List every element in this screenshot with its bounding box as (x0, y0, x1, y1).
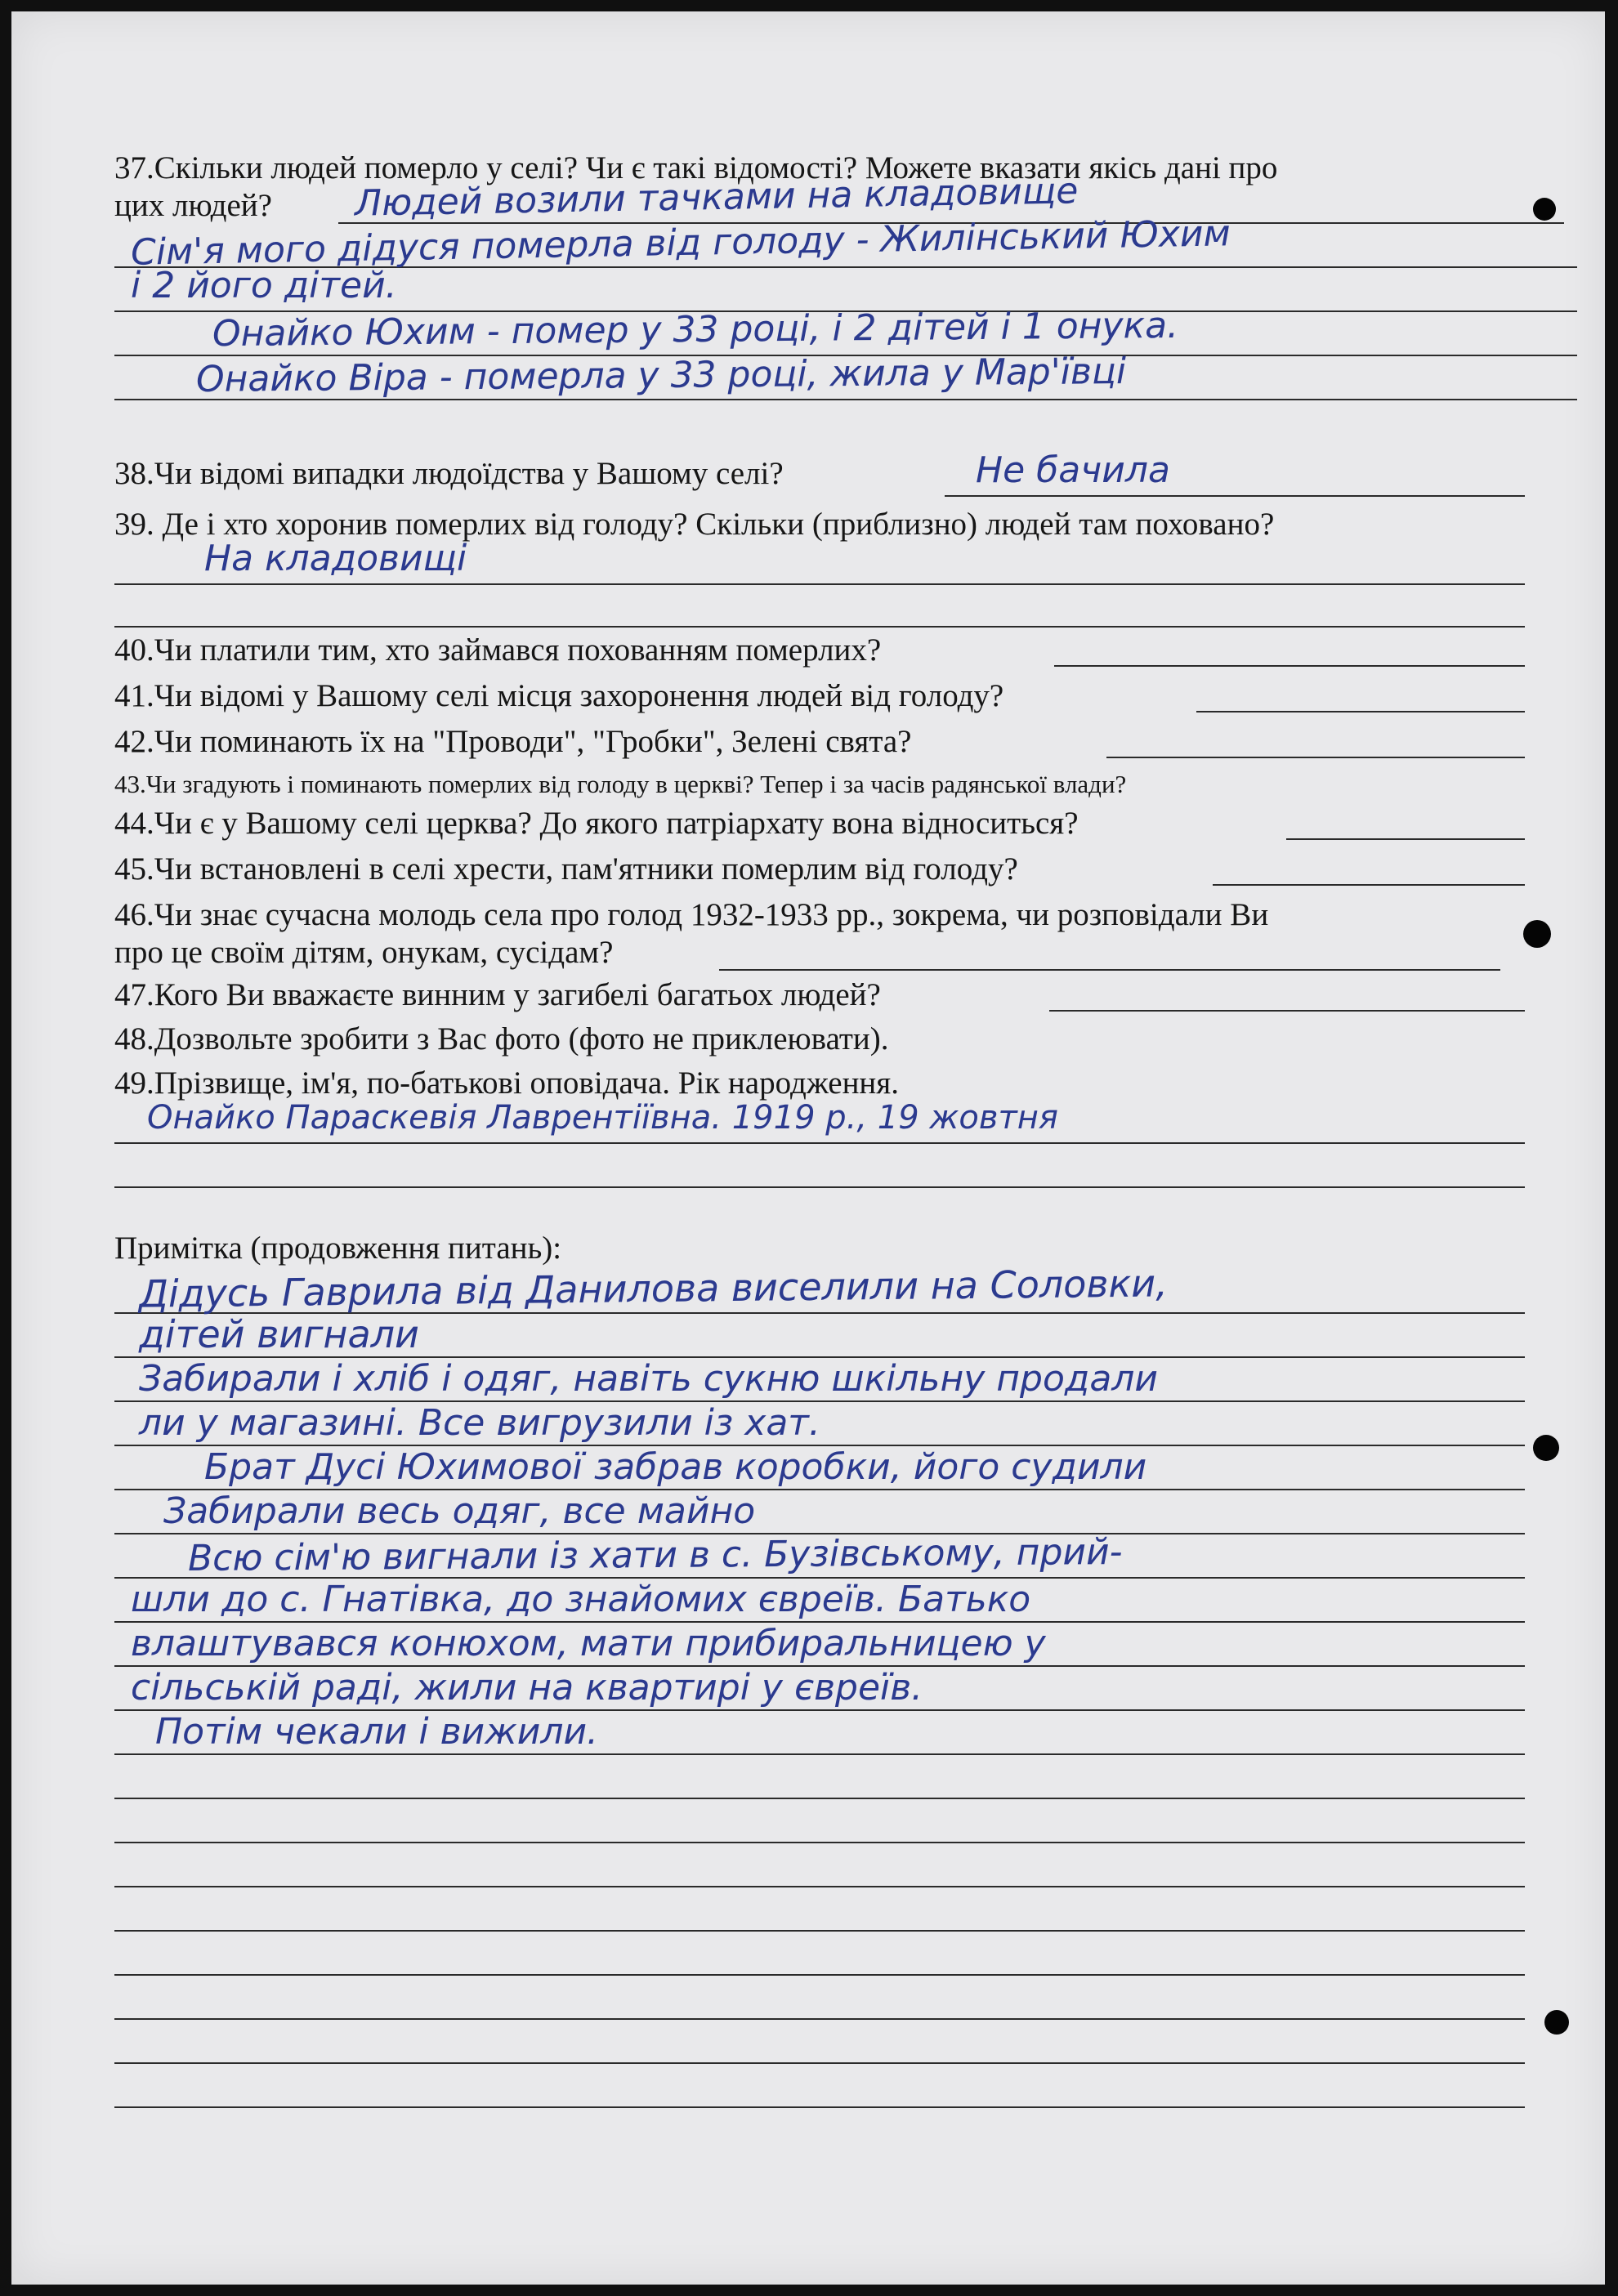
punch-hole (1533, 198, 1556, 221)
answer-line (1054, 665, 1525, 667)
question-45: 45.Чи встановлені в селі хрести, пам'ятники померлим від голоду? (114, 851, 1018, 887)
answer-line (1196, 711, 1525, 712)
question-44: 44.Чи є у Вашому селі церква? До якого патріархату вона відноситься? (114, 806, 1079, 841)
answer-line (114, 626, 1525, 628)
questionnaire-page (11, 11, 1605, 2285)
note-handwritten-10: сільській раді, жили на квартирі у євреїв. (131, 1667, 923, 1709)
question-48: 48.Дозвольте зробити з Вас фото (фото не приклеювати). (114, 1021, 889, 1056)
question-46-line-2: про це своїм дітям, онукам, сусідам? (114, 935, 614, 970)
note-line (114, 1974, 1525, 1976)
punch-hole (1544, 2010, 1569, 2035)
note-handwritten-1: Дідусь Гаврила від Данилова виселили на Соловки, (138, 1261, 1169, 1316)
answer-38-handwritten: Не бачила (976, 449, 1170, 491)
note-line (114, 1842, 1525, 1843)
answer-line (1049, 1010, 1525, 1012)
answer-37-handwritten-3: і 2 його дітей. (131, 265, 397, 306)
question-43: 43.Чи згадують і поминають померлих від голоду в церкві? Тепер і за часів радянської влади? (114, 770, 1127, 798)
note-handwritten-8: шли до с. Гнатівка, до знайомих євреїв. Батько (131, 1579, 1031, 1620)
question-47: 47.Кого Ви вважаєте винним у загибелі багатьох людей? (114, 977, 881, 1012)
note-handwritten-7: Всю сім'ю вигнали із хати в с. Бузівському, прий- (187, 1531, 1123, 1579)
answer-line (719, 969, 1500, 971)
note-line (114, 1886, 1525, 1887)
punch-hole (1533, 1435, 1559, 1461)
answer-line (114, 1186, 1525, 1188)
note-handwritten-6: Забирали весь одяг, все майно (163, 1490, 756, 1532)
answer-line (1213, 884, 1525, 886)
note-handwritten-4: ли у магазині. Все вигрузили із хат. (139, 1402, 820, 1444)
answer-line (114, 583, 1525, 585)
question-37-line-1: 37.Скільки людей померло у селі? Чи є такі відомості? Можете вказати якісь дані про (114, 150, 1278, 185)
question-46-line-1: 46.Чи знає сучасна молодь села про голод 1932-1933 рр., зокрема, чи розповідали Ви (114, 897, 1269, 932)
answer-line (1286, 838, 1525, 840)
answer-37-handwritten-4: Онайко Юхим - помер у 33 році, і 2 дітей і 1 онука. (212, 304, 1179, 355)
note-handwritten-11: Потім чекали і вижили. (155, 1711, 599, 1753)
answer-line (1106, 757, 1525, 758)
question-38: 38.Чи відомі випадки людоїдства у Вашому селі? (114, 456, 784, 491)
answer-49-handwritten: Онайко Параскевія Лаврентіївна. 1919 р., 19 жовтня (147, 1099, 1058, 1137)
note-handwritten-9: влаштувався конюхом, мати прибиральницею у (131, 1623, 1046, 1664)
answer-37-handwritten-5: Онайко Віра - померла у 33 році, жила у Мар'ївці (195, 351, 1127, 400)
answer-line (114, 1142, 1525, 1144)
question-42: 42.Чи поминають їх на "Проводи", "Гробки", Зелені свята? (114, 724, 912, 759)
question-37-line-2: цих людей? (114, 188, 272, 223)
question-39: 39. Де і хто хоронив померлих від голоду? Скільки (приблизно) людей там поховано? (114, 507, 1275, 542)
note-line (114, 1798, 1525, 1799)
note-line (114, 1753, 1525, 1755)
punch-hole (1523, 920, 1551, 948)
note-handwritten-3: Забирали і хліб і одяг, навіть сукню шкільну продали (139, 1358, 1158, 1400)
answer-39-handwritten: На кладовищі (204, 538, 467, 579)
note-header: Примітка (продовження питань): (114, 1231, 562, 1266)
question-40: 40.Чи платили тим, хто займався похованням померлих? (114, 632, 882, 668)
answer-37-handwritten-2: Сім'я мого дідуся померла від голоду - Жилінський Юхим (130, 212, 1231, 274)
question-41: 41.Чи відомі у Вашому селі місця захоронення людей від голоду? (114, 678, 1004, 713)
note-line (114, 2106, 1525, 2108)
question-49: 49.Прізвище, ім'я, по-батькові оповідача. Рік народження. (114, 1065, 899, 1101)
note-handwritten-5: Брат Дусі Юхимової забрав коробки, його судили (204, 1446, 1147, 1488)
answer-37-handwritten-1: Людей возили тачками на кладовище (354, 170, 1079, 225)
note-line (114, 2018, 1525, 2020)
note-line (114, 1930, 1525, 1932)
answer-line (945, 495, 1525, 497)
note-line (114, 2062, 1525, 2064)
note-handwritten-2: дітей вигнали (139, 1312, 419, 1356)
